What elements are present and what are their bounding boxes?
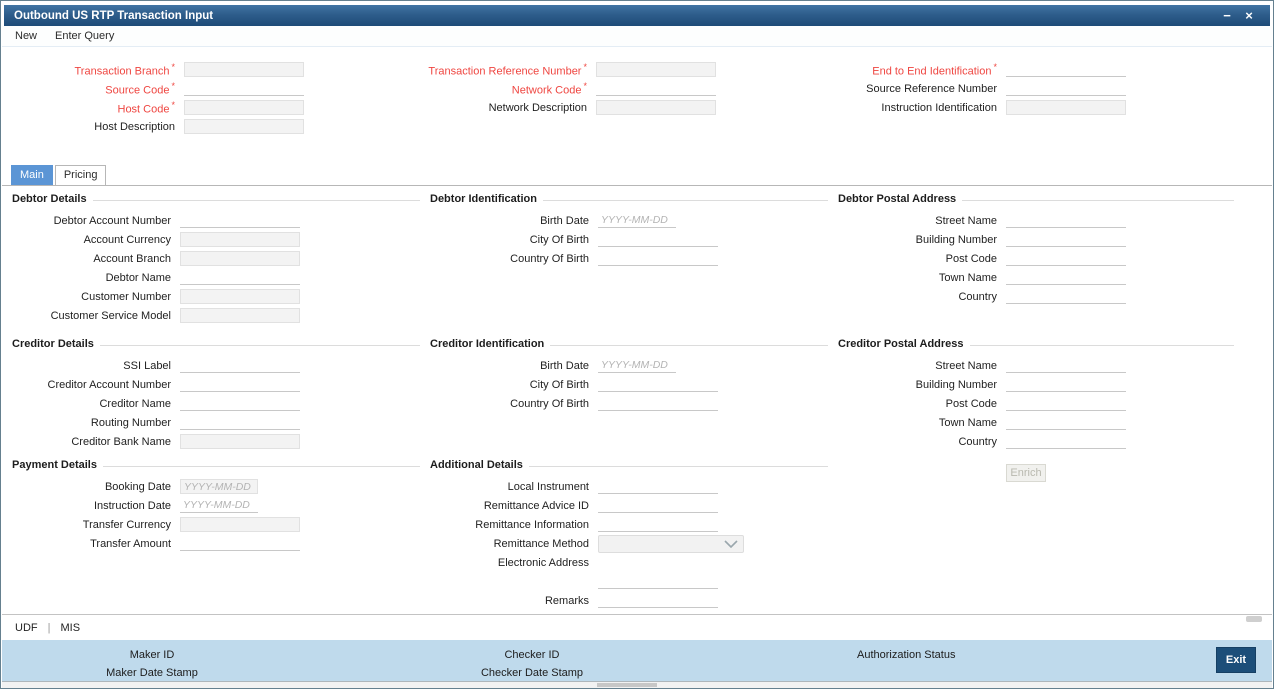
remarks-input[interactable] <box>598 593 718 608</box>
debtor-account-number-label: Debtor Account Number <box>53 214 171 227</box>
customer-number-input[interactable] <box>180 289 300 304</box>
title-bar <box>4 5 1270 26</box>
field-customer-service-model <box>12 306 420 325</box>
account-currency-label: Account Currency <box>83 233 171 246</box>
field-creditor-post-code <box>838 394 1234 413</box>
vertical-scrollbar-thumb[interactable] <box>1246 616 1262 622</box>
field-routing-number <box>12 413 420 432</box>
host-code-label: Host Code <box>117 103 170 116</box>
debtor-identification-title: Debtor Identification <box>430 193 537 205</box>
header-column-3 <box>832 60 1134 117</box>
mis-link[interactable]: MIS <box>60 621 81 634</box>
instruction-identification-input[interactable] <box>1006 100 1126 115</box>
creditor-bank-name-input[interactable] <box>180 434 300 449</box>
remittance-method-select[interactable] <box>598 535 744 553</box>
transaction-reference-number-label: Transaction Reference Number <box>428 65 582 78</box>
instruction-identification-label: Instruction Identification <box>881 101 997 114</box>
exit-button[interactable]: Exit <box>1216 647 1256 673</box>
electronic-address-input[interactable] <box>598 574 718 589</box>
required-marker: * <box>583 61 587 72</box>
new-button[interactable]: New <box>15 30 38 42</box>
field-debtor-birth-date <box>430 211 828 230</box>
source-code-input[interactable] <box>184 81 304 96</box>
field-debtor-town-name <box>838 268 1234 287</box>
source-code-label: Source Code <box>105 84 170 97</box>
host-description-input[interactable] <box>184 119 304 134</box>
debtor-birth-date-input[interactable] <box>598 213 676 228</box>
section-rule <box>550 345 828 346</box>
field-creditor-city-of-birth <box>430 375 828 394</box>
debtor-post-code-input[interactable] <box>1006 251 1126 266</box>
authorization-status-label: Authorization Status <box>857 649 956 661</box>
enrich-button[interactable]: Enrich <box>1006 464 1046 482</box>
remittance-advice-id-label: Remittance Advice ID <box>483 499 589 512</box>
debtor-account-number-input[interactable] <box>180 213 300 228</box>
field-debtor-country <box>838 287 1234 306</box>
creditor-name-input[interactable] <box>180 396 300 411</box>
field-source-reference-number <box>832 79 1134 98</box>
additional-details-title: Additional Details <box>430 459 523 471</box>
field-transfer-currency <box>12 515 420 534</box>
section-rule <box>93 200 420 201</box>
debtor-postal-address-title: Debtor Postal Address <box>838 193 957 205</box>
creditor-city-of-birth-label: City Of Birth <box>529 378 589 391</box>
creditor-building-number-input[interactable] <box>1006 377 1126 392</box>
creditor-country-label: Country <box>958 435 997 448</box>
creditor-town-name-label: Town Name <box>938 416 997 429</box>
local-instrument-label: Local Instrument <box>507 480 589 493</box>
header-column-2 <box>422 60 722 117</box>
section-creditor-details <box>12 336 420 451</box>
creditor-street-name-input[interactable] <box>1006 358 1126 373</box>
debtor-country-of-birth-input[interactable] <box>598 251 718 266</box>
debtor-country-label: Country <box>958 290 997 303</box>
field-creditor-building-number <box>838 375 1234 394</box>
section-payment-details <box>12 457 420 553</box>
creditor-account-number-label: Creditor Account Number <box>47 378 171 391</box>
horizontal-scrollbar-thumb[interactable] <box>597 683 657 687</box>
field-transaction-reference-number <box>422 60 722 79</box>
field-network-description <box>422 98 722 117</box>
creditor-postal-address-title: Creditor Postal Address <box>838 338 964 350</box>
transaction-branch-label: Transaction Branch <box>74 65 170 78</box>
links-separator: | <box>47 621 51 634</box>
section-debtor-postal-address <box>838 191 1234 306</box>
transfer-currency-input[interactable] <box>180 517 300 532</box>
field-local-instrument <box>430 477 828 496</box>
required-marker: * <box>171 61 175 72</box>
section-rule <box>103 466 420 467</box>
links-bar <box>2 614 1272 640</box>
field-creditor-name <box>12 394 420 413</box>
network-code-input[interactable] <box>596 81 716 96</box>
remittance-method-label: Remittance Method <box>493 537 589 550</box>
creditor-bank-name-label: Creditor Bank Name <box>71 435 171 448</box>
customer-service-model-input[interactable] <box>180 308 300 323</box>
field-creditor-bank-name <box>12 432 420 451</box>
footer-bar <box>2 640 1272 681</box>
debtor-town-name-label: Town Name <box>938 271 997 284</box>
header-form <box>2 47 1272 163</box>
header-column-1 <box>10 60 320 136</box>
debtor-name-label: Debtor Name <box>105 271 171 284</box>
transfer-currency-label: Transfer Currency <box>82 518 171 531</box>
creditor-post-code-input[interactable] <box>1006 396 1126 411</box>
end-to-end-identification-label: End to End Identification <box>872 65 992 78</box>
field-creditor-street-name <box>838 356 1234 375</box>
ssi-label-label: SSI Label <box>123 359 171 372</box>
creditor-street-name-label: Street Name <box>935 359 997 372</box>
field-debtor-account-number <box>12 211 420 230</box>
creditor-country-of-birth-label: Country Of Birth <box>510 397 589 410</box>
field-ssi-label <box>12 356 420 375</box>
checker-id-label: Checker ID <box>504 649 560 661</box>
tab-strip <box>2 163 1272 186</box>
routing-number-input[interactable] <box>180 415 300 430</box>
udf-link[interactable]: UDF <box>15 621 38 634</box>
transaction-branch-input[interactable] <box>184 62 304 77</box>
creditor-post-code-label: Post Code <box>945 397 997 410</box>
field-debtor-city-of-birth <box>430 230 828 249</box>
remittance-information-input[interactable] <box>598 517 718 532</box>
routing-number-label: Routing Number <box>90 416 171 429</box>
creditor-city-of-birth-input[interactable] <box>598 377 718 392</box>
field-debtor-building-number <box>838 230 1234 249</box>
remarks-label: Remarks <box>544 594 589 607</box>
section-rule <box>543 200 828 201</box>
debtor-building-number-label: Building Number <box>915 233 997 246</box>
field-source-code <box>10 79 320 98</box>
account-branch-label: Account Branch <box>93 252 171 265</box>
creditor-name-label: Creditor Name <box>99 397 171 410</box>
checker-date-stamp-label: Checker Date Stamp <box>480 667 584 679</box>
account-branch-input[interactable] <box>180 251 300 266</box>
field-remittance-advice-id <box>430 496 828 515</box>
debtor-building-number-input[interactable] <box>1006 232 1126 247</box>
section-creditor-postal-address <box>838 336 1234 451</box>
creditor-birth-date-label: Birth Date <box>540 359 589 372</box>
chevron-down-icon <box>724 535 738 553</box>
field-debtor-country-of-birth <box>430 249 828 268</box>
transaction-reference-number-input[interactable] <box>596 62 716 77</box>
field-transaction-branch <box>10 60 320 79</box>
section-rule <box>970 345 1234 346</box>
minimize-icon[interactable]: − <box>1223 8 1231 23</box>
field-customer-number <box>12 287 420 306</box>
required-marker: * <box>171 99 175 110</box>
debtor-country-of-birth-label: Country Of Birth <box>510 252 589 265</box>
toolbar <box>2 26 1272 47</box>
section-rule <box>962 200 1234 201</box>
field-end-to-end-identification <box>832 60 1134 79</box>
main-tab-content <box>2 187 1272 614</box>
remittance-advice-id-input[interactable] <box>598 498 718 513</box>
debtor-city-of-birth-input[interactable] <box>598 232 718 247</box>
field-account-currency <box>12 230 420 249</box>
field-debtor-street-name <box>838 211 1234 230</box>
debtor-post-code-label: Post Code <box>945 252 997 265</box>
field-creditor-birth-date <box>430 356 828 375</box>
field-creditor-account-number <box>12 375 420 394</box>
creditor-country-of-birth-input[interactable] <box>598 396 718 411</box>
field-account-branch <box>12 249 420 268</box>
field-electronic-address-input-row <box>430 572 828 591</box>
section-rule <box>100 345 420 346</box>
required-marker: * <box>993 61 997 72</box>
debtor-town-name-input[interactable] <box>1006 270 1126 285</box>
field-remittance-method <box>430 534 828 553</box>
source-reference-number-label: Source Reference Number <box>866 82 997 95</box>
field-creditor-town-name <box>838 413 1234 432</box>
required-marker: * <box>171 80 175 91</box>
field-host-code <box>10 98 320 117</box>
creditor-details-title: Creditor Details <box>12 338 94 350</box>
field-host-description <box>10 117 320 136</box>
transfer-amount-input[interactable] <box>180 536 300 551</box>
booking-date-label: Booking Date <box>104 480 171 493</box>
instruction-date-label: Instruction Date <box>93 499 171 512</box>
network-description-input[interactable] <box>596 100 716 115</box>
required-marker: * <box>583 80 587 91</box>
horizontal-scrollbar[interactable] <box>2 681 1272 688</box>
section-additional-details <box>430 457 828 610</box>
debtor-name-input[interactable] <box>180 270 300 285</box>
section-creditor-identification <box>430 336 828 413</box>
field-instruction-identification <box>832 98 1134 117</box>
window-title: Outbound US RTP Transaction Input <box>14 9 214 22</box>
debtor-city-of-birth-label: City Of Birth <box>529 233 589 246</box>
maker-date-stamp-label: Maker Date Stamp <box>106 667 198 679</box>
field-instruction-date <box>12 496 420 515</box>
creditor-building-number-label: Building Number <box>915 378 997 391</box>
field-transfer-amount <box>12 534 420 553</box>
instruction-date-input[interactable] <box>180 498 258 513</box>
maker-id-label: Maker ID <box>129 649 175 661</box>
field-debtor-post-code <box>838 249 1234 268</box>
customer-number-label: Customer Number <box>81 290 171 303</box>
network-description-label: Network Description <box>488 101 587 114</box>
source-reference-number-input[interactable] <box>1006 81 1126 96</box>
debtor-country-input[interactable] <box>1006 289 1126 304</box>
creditor-town-name-input[interactable] <box>1006 415 1126 430</box>
creditor-identification-title: Creditor Identification <box>430 338 545 350</box>
field-creditor-country-of-birth <box>430 394 828 413</box>
host-code-input[interactable] <box>184 100 304 115</box>
section-debtor-identification <box>430 191 828 268</box>
field-debtor-name <box>12 268 420 287</box>
payment-details-title: Payment Details <box>12 459 97 471</box>
creditor-account-number-input[interactable] <box>180 377 300 392</box>
debtor-birth-date-label: Birth Date <box>540 214 589 227</box>
field-electronic-address-label-row <box>430 553 828 572</box>
booking-date-input[interactable] <box>180 479 258 494</box>
transfer-amount-label: Transfer Amount <box>90 537 171 550</box>
field-network-code <box>422 79 722 98</box>
customer-service-model-label: Customer Service Model <box>50 309 171 322</box>
debtor-details-title: Debtor Details <box>12 193 87 205</box>
field-creditor-country <box>838 432 1234 451</box>
field-remarks <box>430 591 828 610</box>
host-description-label: Host Description <box>94 120 175 133</box>
account-currency-input[interactable] <box>180 232 300 247</box>
field-booking-date <box>12 477 420 496</box>
section-debtor-details <box>12 191 420 325</box>
tab-main[interactable]: Main <box>11 165 53 185</box>
enter-query-button[interactable]: Enter Query <box>55 30 115 42</box>
remittance-information-label: Remittance Information <box>475 518 589 531</box>
close-icon[interactable]: × <box>1245 8 1253 23</box>
end-to-end-identification-input[interactable] <box>1006 62 1126 77</box>
tab-pricing[interactable]: Pricing <box>55 165 107 185</box>
electronic-address-label: Electronic Address <box>497 556 589 569</box>
field-remittance-information <box>430 515 828 534</box>
local-instrument-input[interactable] <box>598 479 718 494</box>
debtor-street-name-label: Street Name <box>935 214 997 227</box>
creditor-country-input[interactable] <box>1006 434 1126 449</box>
debtor-street-name-input[interactable] <box>1006 213 1126 228</box>
creditor-birth-date-input[interactable] <box>598 358 676 373</box>
network-code-label: Network Code <box>511 84 582 97</box>
section-rule <box>529 466 828 467</box>
ssi-label-input[interactable] <box>180 358 300 373</box>
